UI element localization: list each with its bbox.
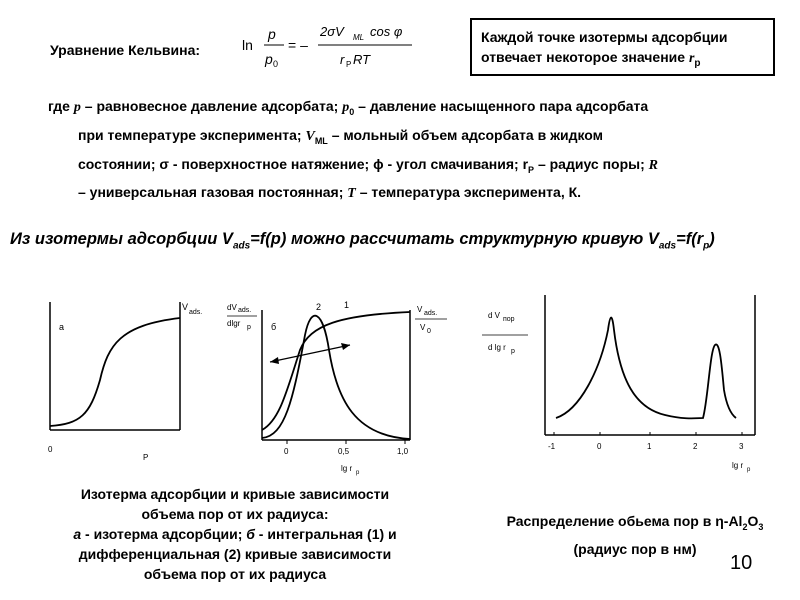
graph-b-differential-curve (262, 316, 410, 439)
eq-numerator-sub: ML (353, 33, 365, 42)
graph-b-arrow-left (270, 357, 279, 364)
caption-left (20, 484, 450, 584)
graph-c-x-tick-1: 0 (597, 442, 602, 451)
graph-b-curve2-label: 2 (316, 302, 322, 312)
section-heading: Из изотермы адсорбции $V_{ads}=f(p)$ можно рассчитать структурную кривую $V_{ads}=f(r_p)$ (10, 230, 715, 252)
graph-b-y-right-2: V (420, 323, 426, 332)
eq-denom-rest: RT (353, 52, 371, 67)
eq-denom-sub: P (346, 60, 352, 69)
eq-numerator: 2σV (320, 24, 344, 39)
graph-b-x-label-sub: p (356, 470, 360, 476)
graph-a-y-label-sub: ads. (189, 309, 203, 316)
info-box (470, 18, 775, 76)
caption-left-line2: объема пор от их радиуса: (141, 506, 329, 522)
graph-b-arrow-right (341, 343, 350, 350)
graph-a-isotherm (30, 290, 230, 470)
graph-b-y-right-1-sub: ads. (424, 310, 438, 317)
page-number: 10 (730, 552, 753, 574)
graph-c-pore-distribution (470, 290, 770, 480)
caption-left-line4: дифференциальная (2) кривые зависимости (78, 546, 392, 562)
graph-a-isotherm-curve (50, 318, 180, 426)
graph-b-x-tick-2: 1,0 (397, 447, 409, 456)
graph-c-y-label-1: d V (488, 311, 501, 320)
graph-c-x-label-sub: p (747, 467, 751, 473)
graph-b-arrow-line (270, 345, 350, 362)
kelvin-equation (240, 18, 430, 74)
graph-b-y-left-2: dlgr (227, 319, 241, 328)
eq-equals-minus: = – (288, 37, 308, 53)
graph-a-x-tick-0: 0 (48, 445, 53, 454)
eq-p: p (268, 26, 276, 42)
eq-p0: p (265, 51, 273, 67)
definitions-line-3: состоянии; σ - поверхностное натяжение; ϕ - угол смачивания; $r_P$ – радиус поры; R (78, 155, 658, 175)
graph-c-y-label-1-sub: пор (503, 316, 515, 323)
definitions-line-4: – универсальная газовая постоянная; T – температура эксперимента, К. (78, 184, 582, 202)
graph-b-y-left-1: dV (227, 303, 237, 312)
graph-a-x-label: P (143, 453, 149, 462)
graph-b-x-label: lg r (341, 464, 353, 473)
graph-a-y-label: V (182, 302, 189, 312)
variable-definitions (48, 95, 778, 205)
graph-b-x-tick-1: 0,5 (338, 447, 350, 456)
graph-c-y-label-2-sub: p (511, 348, 515, 355)
definitions-line-1: где p – равновесное давление адсорбата; $p_0$ – давление насыщенного пара адсорбата (48, 98, 649, 117)
graph-b-y-left-2-sub: p (247, 324, 251, 331)
eq-ln: ln (242, 37, 253, 53)
eq-cos: cos φ (370, 24, 403, 39)
graph-b-x-tick-0: 0 (284, 447, 289, 456)
caption-left-line3: а - изотерма адсорбции; б - интегральная (1) и (73, 526, 397, 542)
graph-b-y-right-2-sub: 0 (427, 328, 431, 335)
graph-b-curve1-label: 1 (344, 300, 350, 310)
graph-c-y-label-2: d lg r (488, 343, 506, 352)
info-box-line1: Каждой точке изотермы адсорбции (481, 29, 728, 45)
graph-c-x-tick-3: 2 (693, 442, 698, 451)
caption-left-line1: Изотерма адсорбции и кривые зависимости (80, 486, 390, 502)
graph-c-x-tick-0: -1 (548, 442, 556, 451)
caption-right-line1: Распределение обьема пор в $\eta-Al_2O_3$ (506, 513, 764, 532)
graph-b-integral-curve (262, 312, 410, 430)
caption-right-line2: (радиус пор в нм) (573, 540, 697, 557)
kelvin-equation-label: Уравнение Кельвина: (50, 42, 201, 58)
graph-c-x-label: lg r (732, 461, 744, 470)
definitions-line-2: при температуре эксперимента; $V_{ML}$ – мольный объем адсорбата в жидком (78, 126, 604, 146)
graph-b-y-left-1-sub: ads. (238, 307, 252, 314)
graph-b-y-right-1: V (417, 305, 423, 314)
graph-c-x-tick-4: 3 (739, 442, 744, 451)
graph-b-pore-volume (225, 290, 450, 480)
eq-denom-r: r (340, 52, 345, 67)
graph-c-x-tick-2: 1 (647, 442, 652, 451)
graph-b-panel-letter: б (271, 322, 277, 332)
graph-a-panel-letter: а (59, 322, 65, 332)
eq-p0-sub: 0 (273, 59, 279, 69)
graph-c-distribution-curve (556, 318, 736, 419)
caption-left-line5: объема пор от их радиуса (143, 566, 327, 582)
info-box-line2: отвечает некоторое значение $r_p$ (481, 49, 701, 69)
